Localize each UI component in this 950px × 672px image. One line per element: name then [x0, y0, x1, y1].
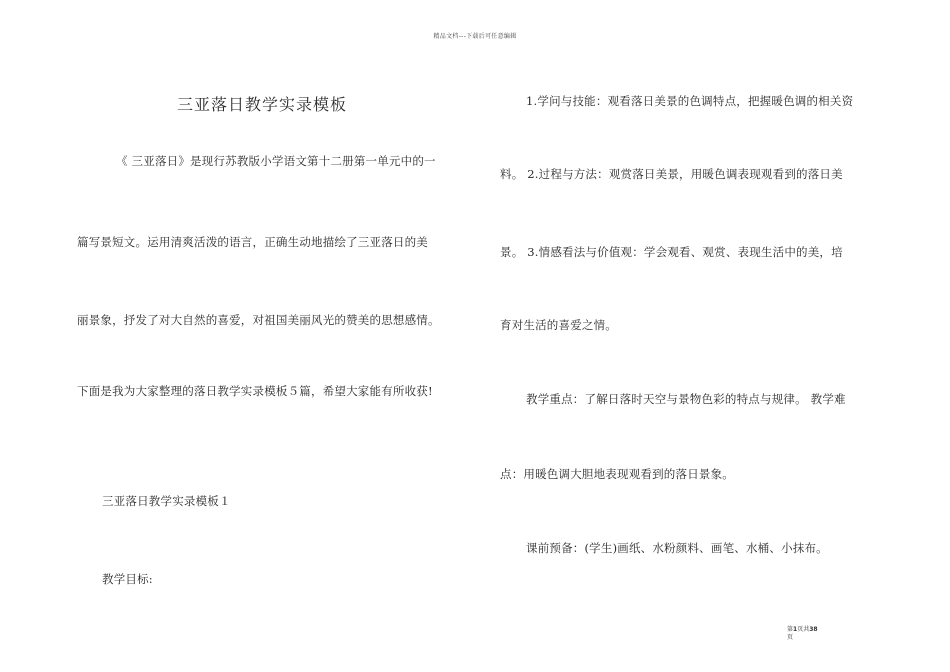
- section-heading: 三亚落日教学实录模板１: [102, 494, 231, 508]
- page-number: 1: [793, 626, 798, 633]
- intro-line-4: 下面是我为大家整理的落日教学实录模板５篇，希望大家能有所收获!: [77, 384, 433, 398]
- page-counter: [787, 626, 818, 642]
- key-points-line-1: 教学重点：了解日落时天空与景物色彩的特点与规律。 教学难: [526, 392, 846, 406]
- goal-line-1: 1.学问与技能：观看落日美景的色调特点，把握暖色调的相关资: [526, 94, 854, 108]
- right-column: [500, 0, 890, 672]
- goal-line-3: 景。 3.情感看法与价值观：学会观看、观赏、表现生活中的美，培: [500, 245, 843, 259]
- page-counter-prefix: 第: [787, 626, 794, 633]
- page-header: 精品文档---下载后可任意编辑: [433, 33, 517, 40]
- page-counter-suffix: 页: [787, 634, 794, 641]
- intro-line-1: 《 三亚落日》是现行苏教版小学语文第十二册第一单元中的一: [116, 154, 436, 168]
- left-column: [77, 0, 475, 672]
- intro-line-2: 篇写景短文。运用清爽活泼的语言，正确生动地描绘了三亚落日的美: [77, 235, 428, 249]
- intro-line-3: 丽景象，抒发了对大自然的喜爱，对祖国美丽风光的赞美的思想感情。: [77, 313, 440, 327]
- goal-line-4: 育对生活的喜爱之情。: [500, 318, 617, 332]
- key-points-line-2: 点：用暖色调大胆地表现观看到的落日景象。: [500, 467, 734, 481]
- page-counter-middle: 页共: [797, 626, 810, 633]
- preparation-line: 课前预备：(学生)画纸、水粉颜料、画笔、水桶、小抹布。: [526, 541, 828, 555]
- page-total: 38: [809, 626, 818, 633]
- document-title: 三亚落日教学实录模板: [177, 95, 348, 114]
- goals-label: 教学目标:: [102, 572, 153, 586]
- goal-line-2: 料。 2.过程与方法：观赏落日美景，用暖色调表现观看到的落日美: [500, 167, 843, 181]
